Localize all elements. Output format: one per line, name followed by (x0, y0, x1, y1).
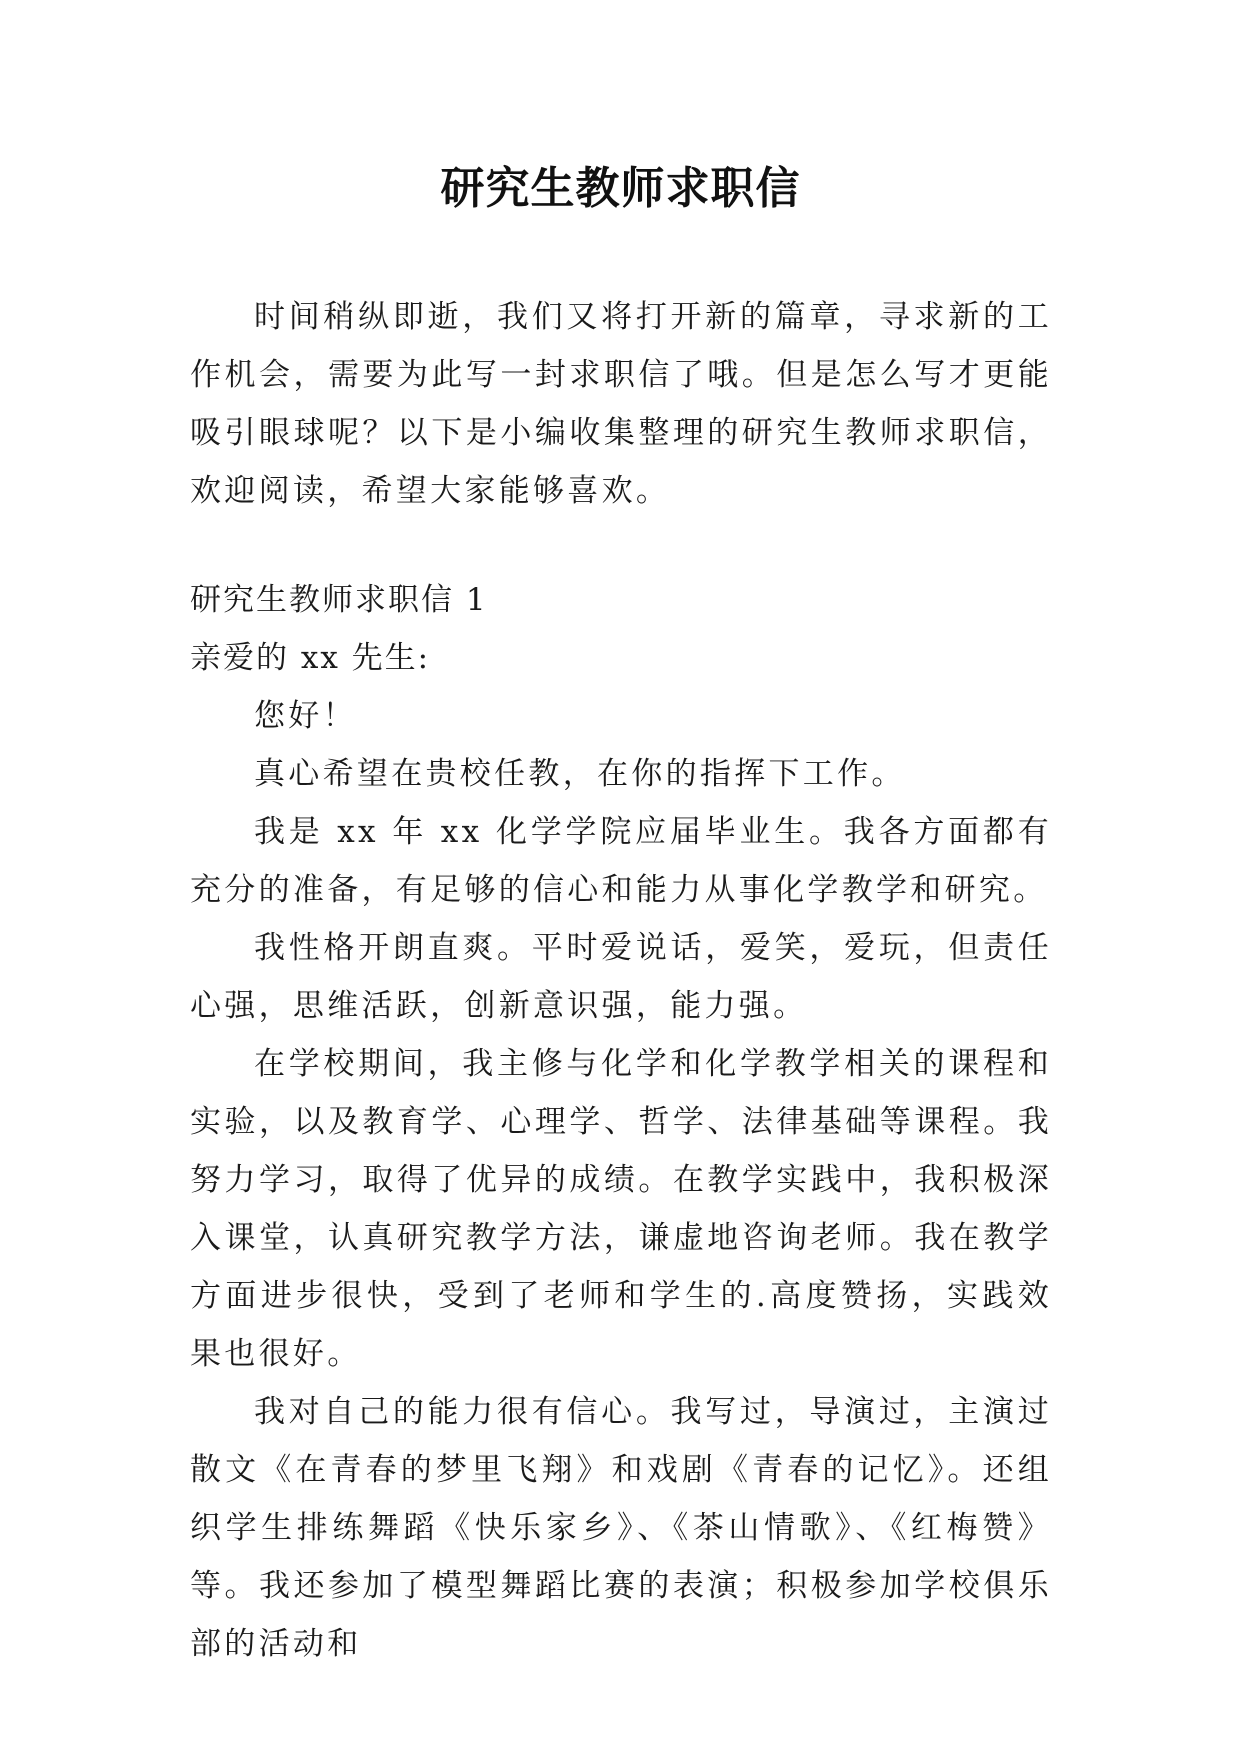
body-paragraph: 真心希望在贵校任教，在你的指挥下工作。 (254, 756, 906, 792)
document-body (190, 288, 1052, 1673)
salutation: 亲爱的 xx 先生: (190, 640, 431, 676)
body-paragraph: 我性格开朗直爽。平时爱说话，爱笑，爱玩，但责任心强，思维活跃，创新意识强，能力强。 (190, 930, 1052, 1024)
body-paragraph: 我是 xx 年 xx 化学学院应届毕业生。我各方面都有充分的准备，有足够的信心和能力从事化学教学和研究。 (190, 814, 1052, 908)
greeting-paragraph: 您好！ (254, 698, 357, 734)
intro-paragraph: 时间稍纵即逝，我们又将打开新的篇章，寻求新的工作机会，需要为此写一封求职信了哦。但是怎么写才更能吸引眼球呢？以下是小编收集整理的研究生教师求职信，欢迎阅读，希望大家能够喜欢。 (190, 299, 1052, 509)
document-title: 研究生教师求职信 (440, 163, 801, 214)
section-heading: 研究生教师求职信 1 (190, 582, 488, 618)
body-paragraph: 在学校期间，我主修与化学和化学教学相关的课程和实验，以及教育学、心理学、哲学、法律基础等课程。我努力学习，取得了优异的成绩。在教学实践中，我积极深入课堂，认真研究教学方法，谦虚地咨询老师。我在教学方面进步很快，受到了老师和学生的.高度赞扬，实践效果也很好。 (190, 1046, 1052, 1372)
body-paragraph: 我对自己的能力很有信心。我写过，导演过，主演过散文《在青春的梦里飞翔》和戏剧《青春的记忆》。还组织学生排练舞蹈《快乐家乡》、《茶山情歌》、《红梅赞》等。我还参加了模型舞蹈比赛的表演；积极参加学校俱乐部的活动和 (190, 1394, 1052, 1662)
